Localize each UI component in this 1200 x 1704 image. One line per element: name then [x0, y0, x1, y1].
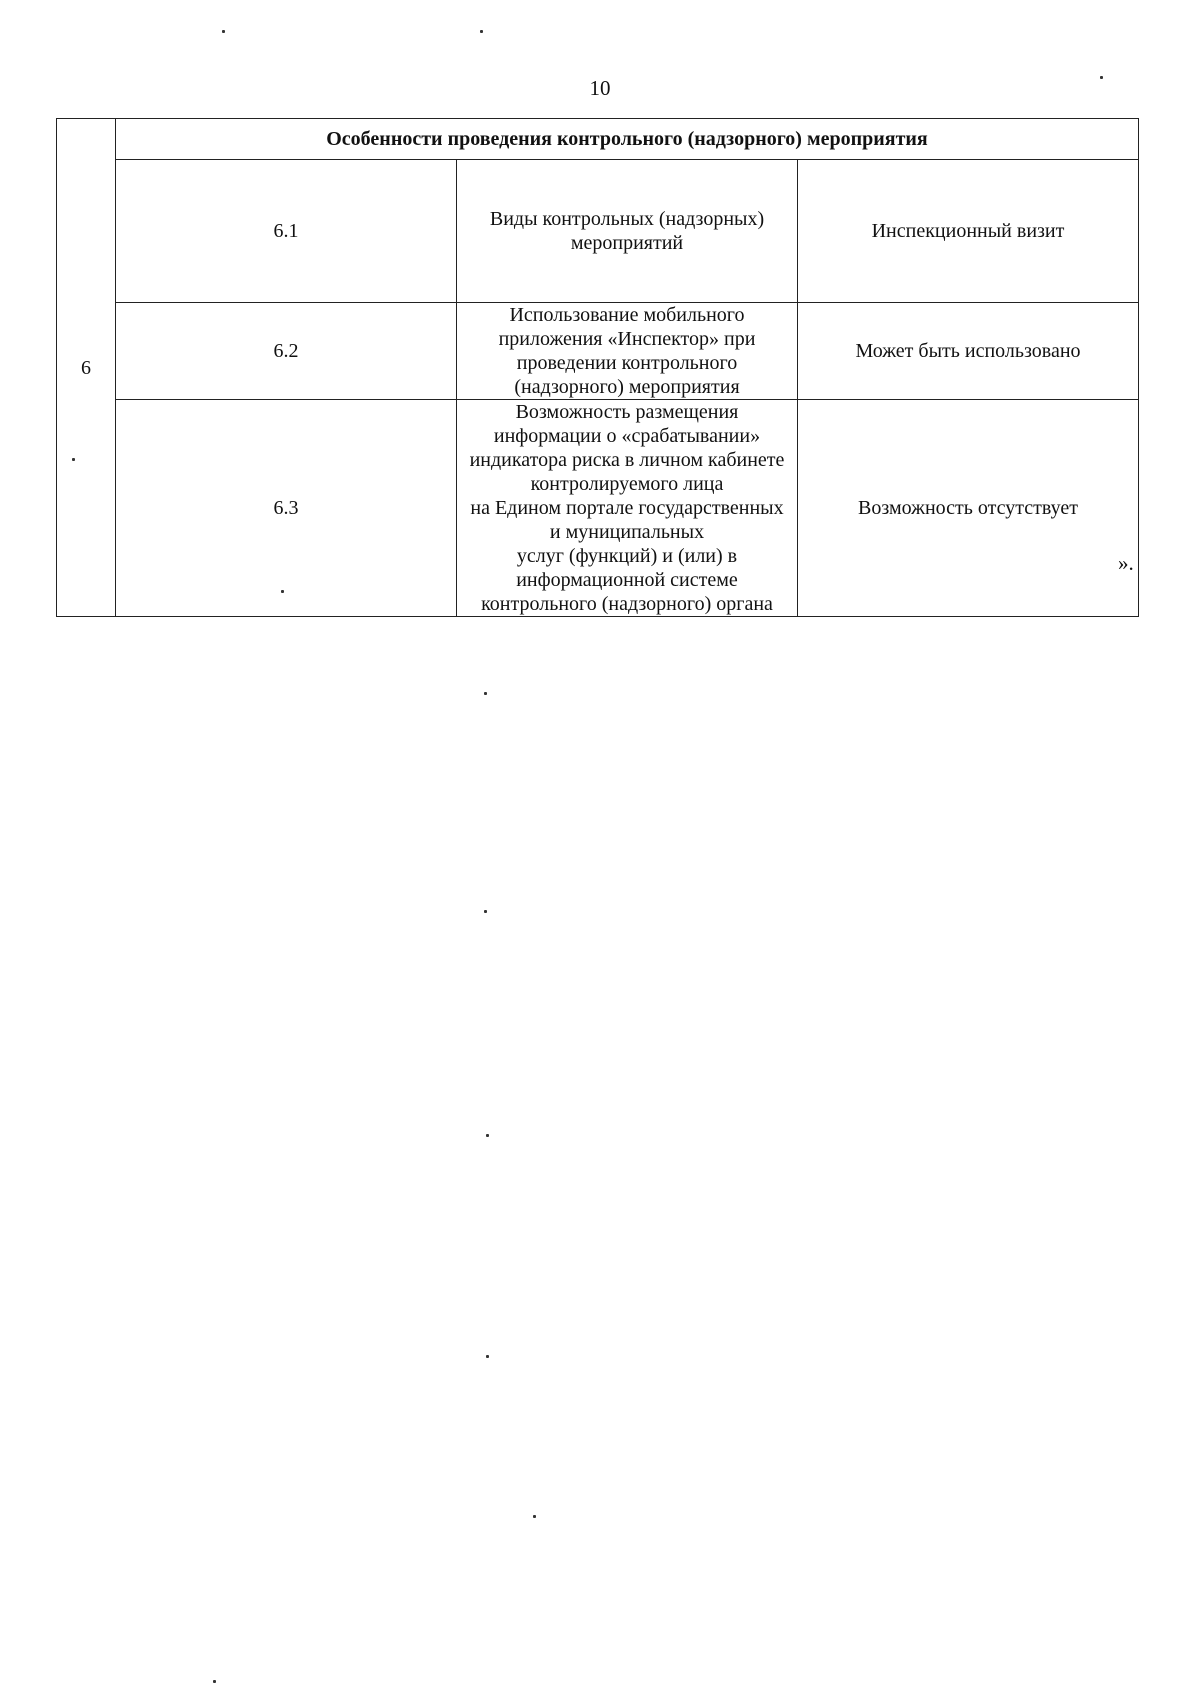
- row-label-line: Возможность размещения информации о «срабатывании»: [493, 401, 761, 447]
- scan-speck: [484, 910, 487, 913]
- scan-speck: [72, 458, 75, 461]
- scan-speck: [484, 692, 487, 695]
- page-number: 10: [589, 76, 611, 100]
- row-label: [457, 303, 798, 400]
- table-header-row: [57, 119, 1139, 160]
- scan-speck: [486, 1134, 489, 1137]
- scan-speck: [480, 30, 483, 33]
- scan-speck: [486, 1355, 489, 1358]
- row-label-line: индикатора риска в личном кабинете контролируемого лица: [469, 449, 785, 495]
- scan-speck: [222, 30, 225, 33]
- row-label-line: Виды контрольных (надзорных) мероприятий: [489, 208, 765, 254]
- table-row: [57, 400, 1139, 617]
- scan-speck: [533, 1515, 536, 1518]
- row-label: [457, 400, 798, 617]
- scan-speck: [1100, 76, 1103, 79]
- row-label-line: контрольного (надзорного) органа: [481, 593, 773, 615]
- row-label: [457, 160, 798, 303]
- row-label-line: на Едином портале государственных и муниципальных: [470, 497, 784, 543]
- row-value: Инспекционный визит: [798, 160, 1139, 303]
- table-row: [57, 160, 1139, 303]
- row-number: 6.2: [116, 303, 457, 400]
- table-row: [57, 303, 1139, 400]
- row-label-line: проведении контрольного (надзорного) мероприятия: [514, 352, 740, 398]
- section-title: Особенности проведения контрольного (надзорного) мероприятия: [116, 119, 1139, 160]
- row-value: Может быть использовано: [798, 303, 1139, 400]
- scan-speck: [213, 1680, 216, 1683]
- control-measures-table: [56, 118, 1139, 617]
- closing-quote: ».: [1118, 551, 1134, 575]
- scan-speck: [281, 590, 284, 593]
- row-value: Возможность отсутствует: [798, 400, 1139, 617]
- row-label-line: Использование мобильного приложения «Инспектор» при: [498, 304, 756, 350]
- row-number: 6.3: [116, 400, 457, 617]
- section-number: 6: [57, 119, 116, 617]
- row-label-line: услуг (функций) и (или) в информационной системе: [516, 545, 738, 591]
- row-number: 6.1: [116, 160, 457, 303]
